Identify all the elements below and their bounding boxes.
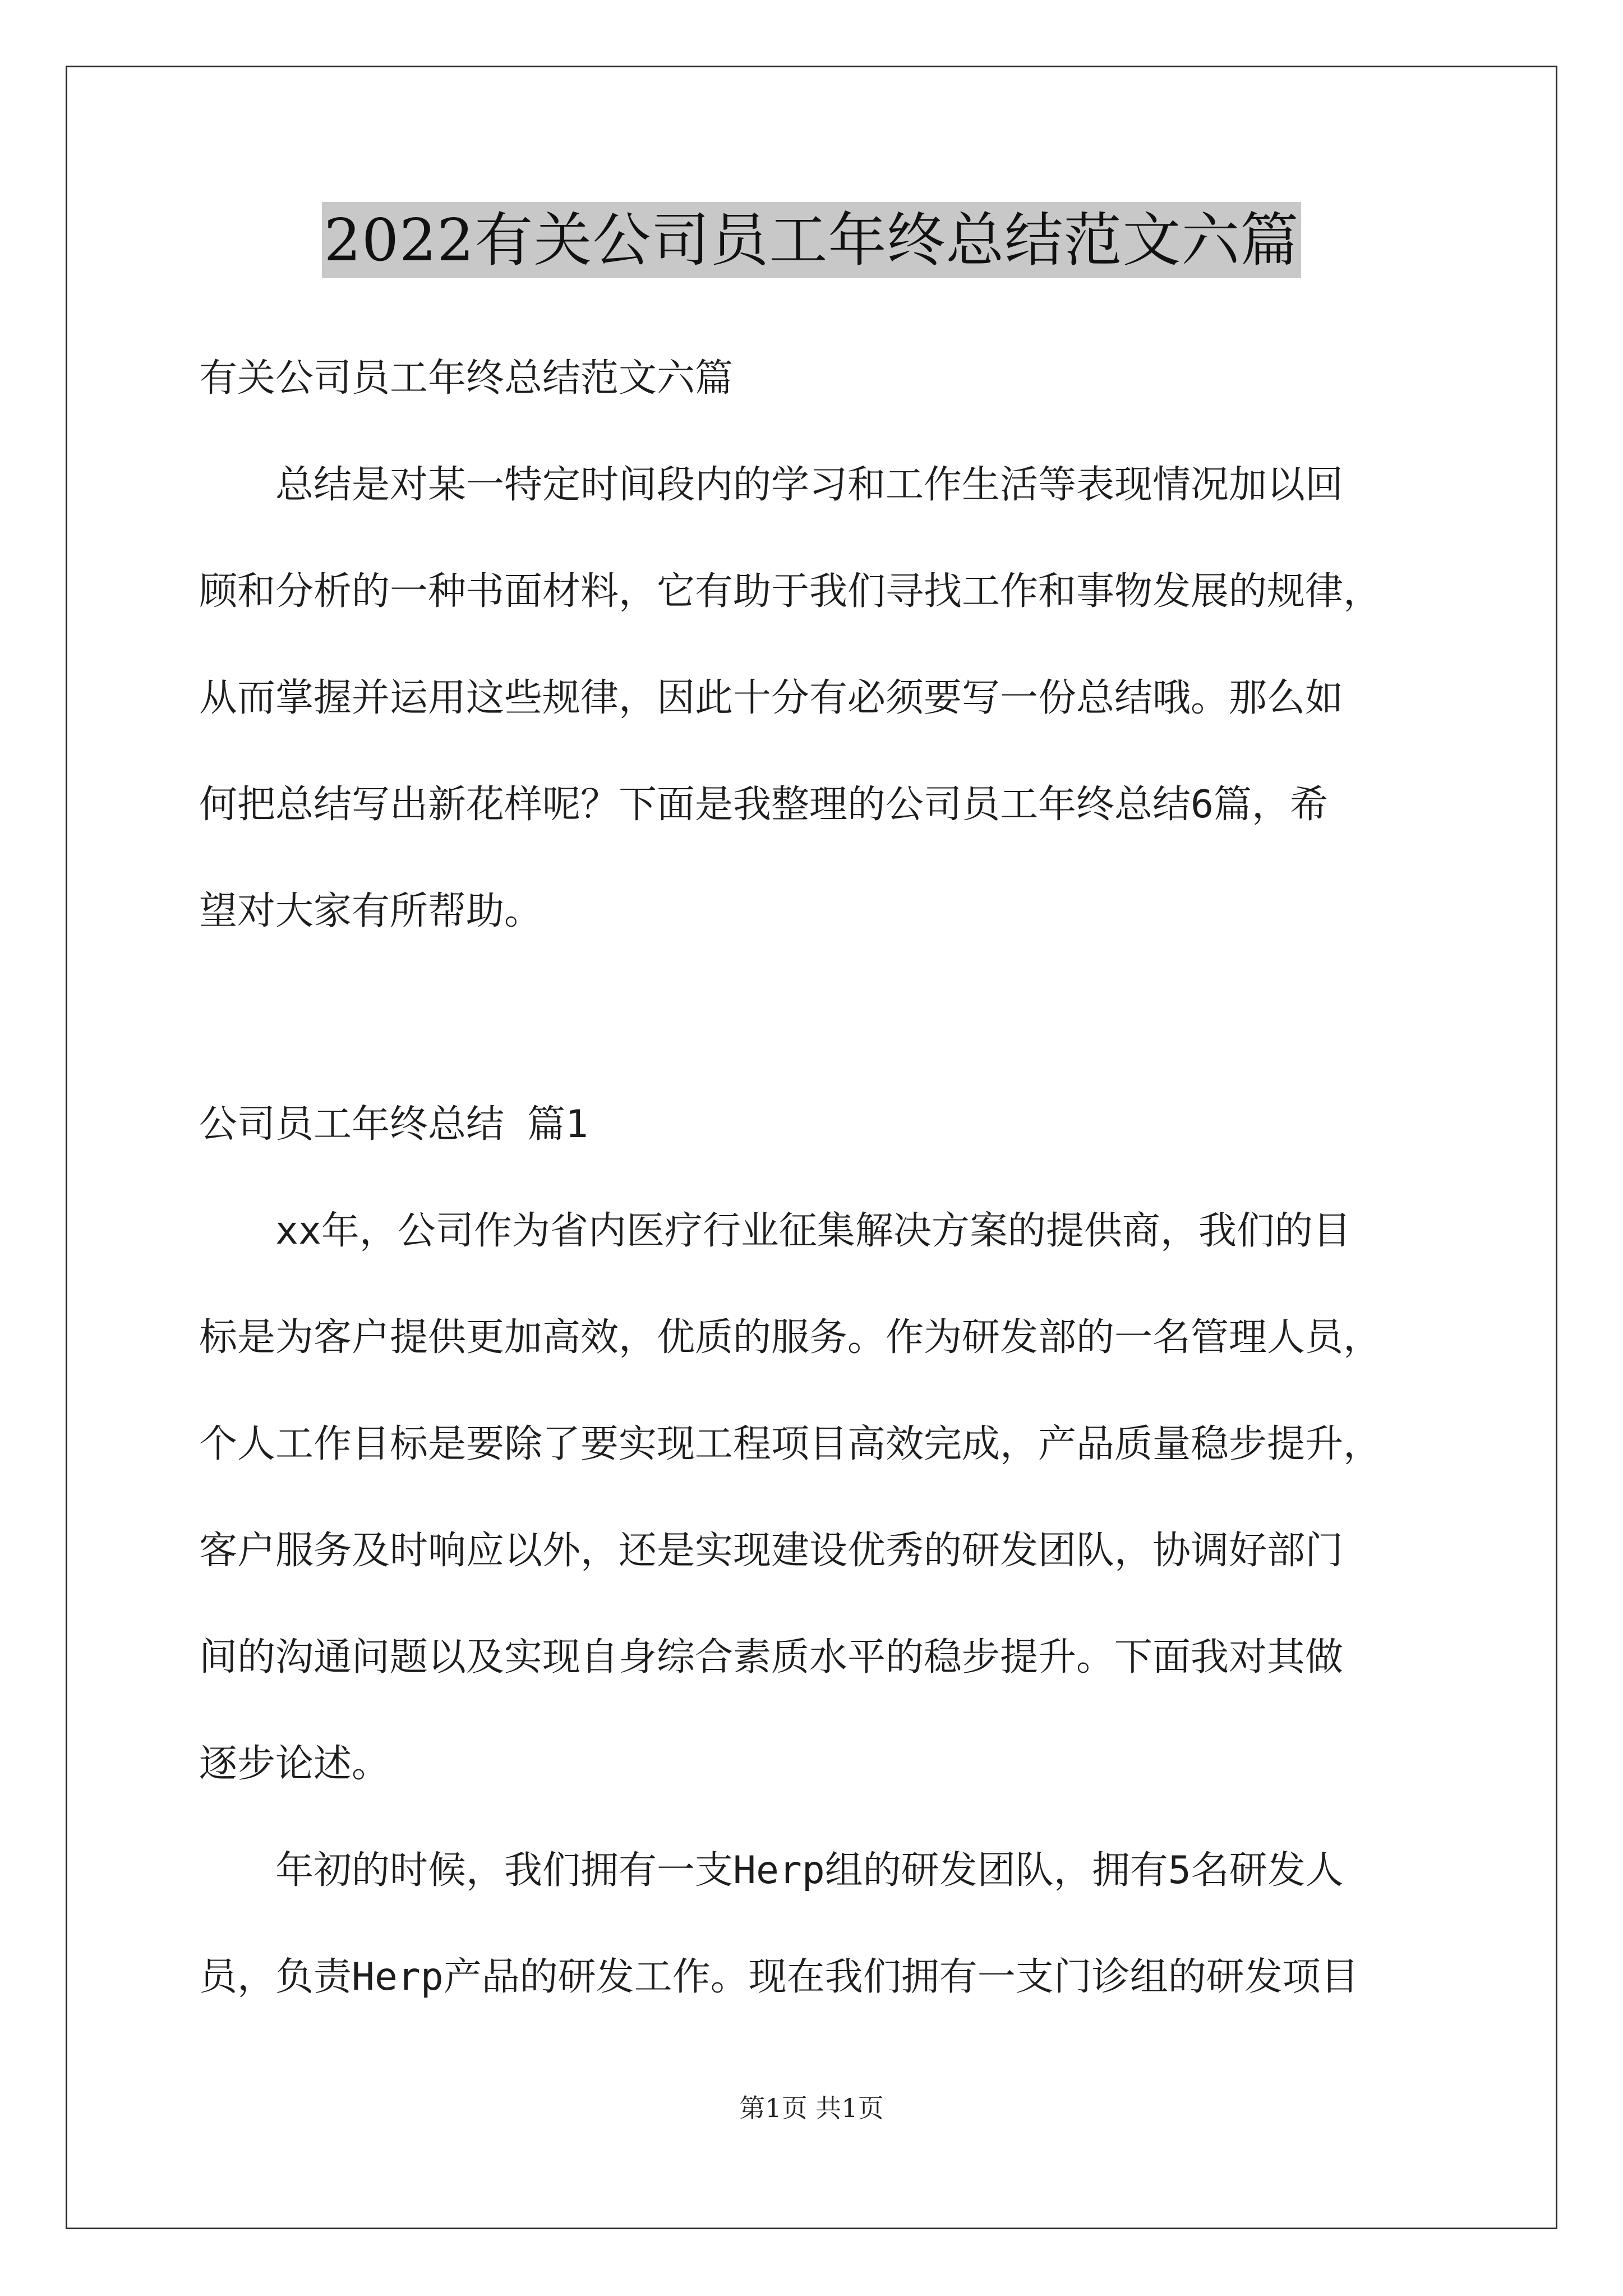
title-area [0, 202, 1623, 278]
paragraph-line: 年初的时候，我们拥有一支Herp组的研发团队，拥有5名研发人 [275, 1848, 1344, 1893]
paragraph-line: xx年，公司作为省内医疗行业征集解决方案的提供商，我们的目 [275, 1209, 1351, 1253]
intro-line: 总结是对某一特定时间段内的学习和工作生活等表现情况加以回 [275, 463, 1344, 507]
document-body [199, 348, 1427, 2053]
intro-line: 何把总结写出新花样呢？下面是我整理的公司员工年终总结6篇，希 [199, 783, 1328, 827]
intro-line: 望对大家有所帮助。 [199, 889, 543, 933]
paragraph-line: 个人工作目标是要除了要实现工程项目高效完成，产品质量稳步提升， [199, 1422, 1382, 1466]
spacer [199, 987, 1427, 1094]
intro-line: 顾和分析的一种书面材料，它有助于我们寻找工作和事物发展的规律， [199, 569, 1382, 614]
section-heading: 公司员工年终总结 篇1 [199, 1102, 588, 1147]
paragraph-line: 标是为客户提供更加高效，优质的服务。作为研发部的一名管理人员， [199, 1315, 1382, 1360]
intro-line: 从而掌握并运用这些规律，因此十分有必须要写一份总结哦。那么如 [199, 676, 1344, 720]
paragraph-line: 员，负责Herp产品的研发工作。现在我们拥有一支门诊组的研发项目 [199, 1955, 1359, 1999]
paragraph-line: 客户服务及时响应以外，还是实现建设优秀的研发团队，协调好部门 [199, 1529, 1344, 1573]
paragraph-line: 间的沟通问题以及实现自身综合素质水平的稳步提升。下面我对其做 [199, 1635, 1344, 1680]
document-title: 2022有关公司员工年终总结范文六篇 [322, 202, 1302, 278]
paragraph-line: 逐步论述。 [199, 1742, 390, 1786]
subtitle: 有关公司员工年终总结范文六篇 [199, 356, 734, 401]
page-footer: 第1页 共1页 [739, 2093, 884, 2123]
